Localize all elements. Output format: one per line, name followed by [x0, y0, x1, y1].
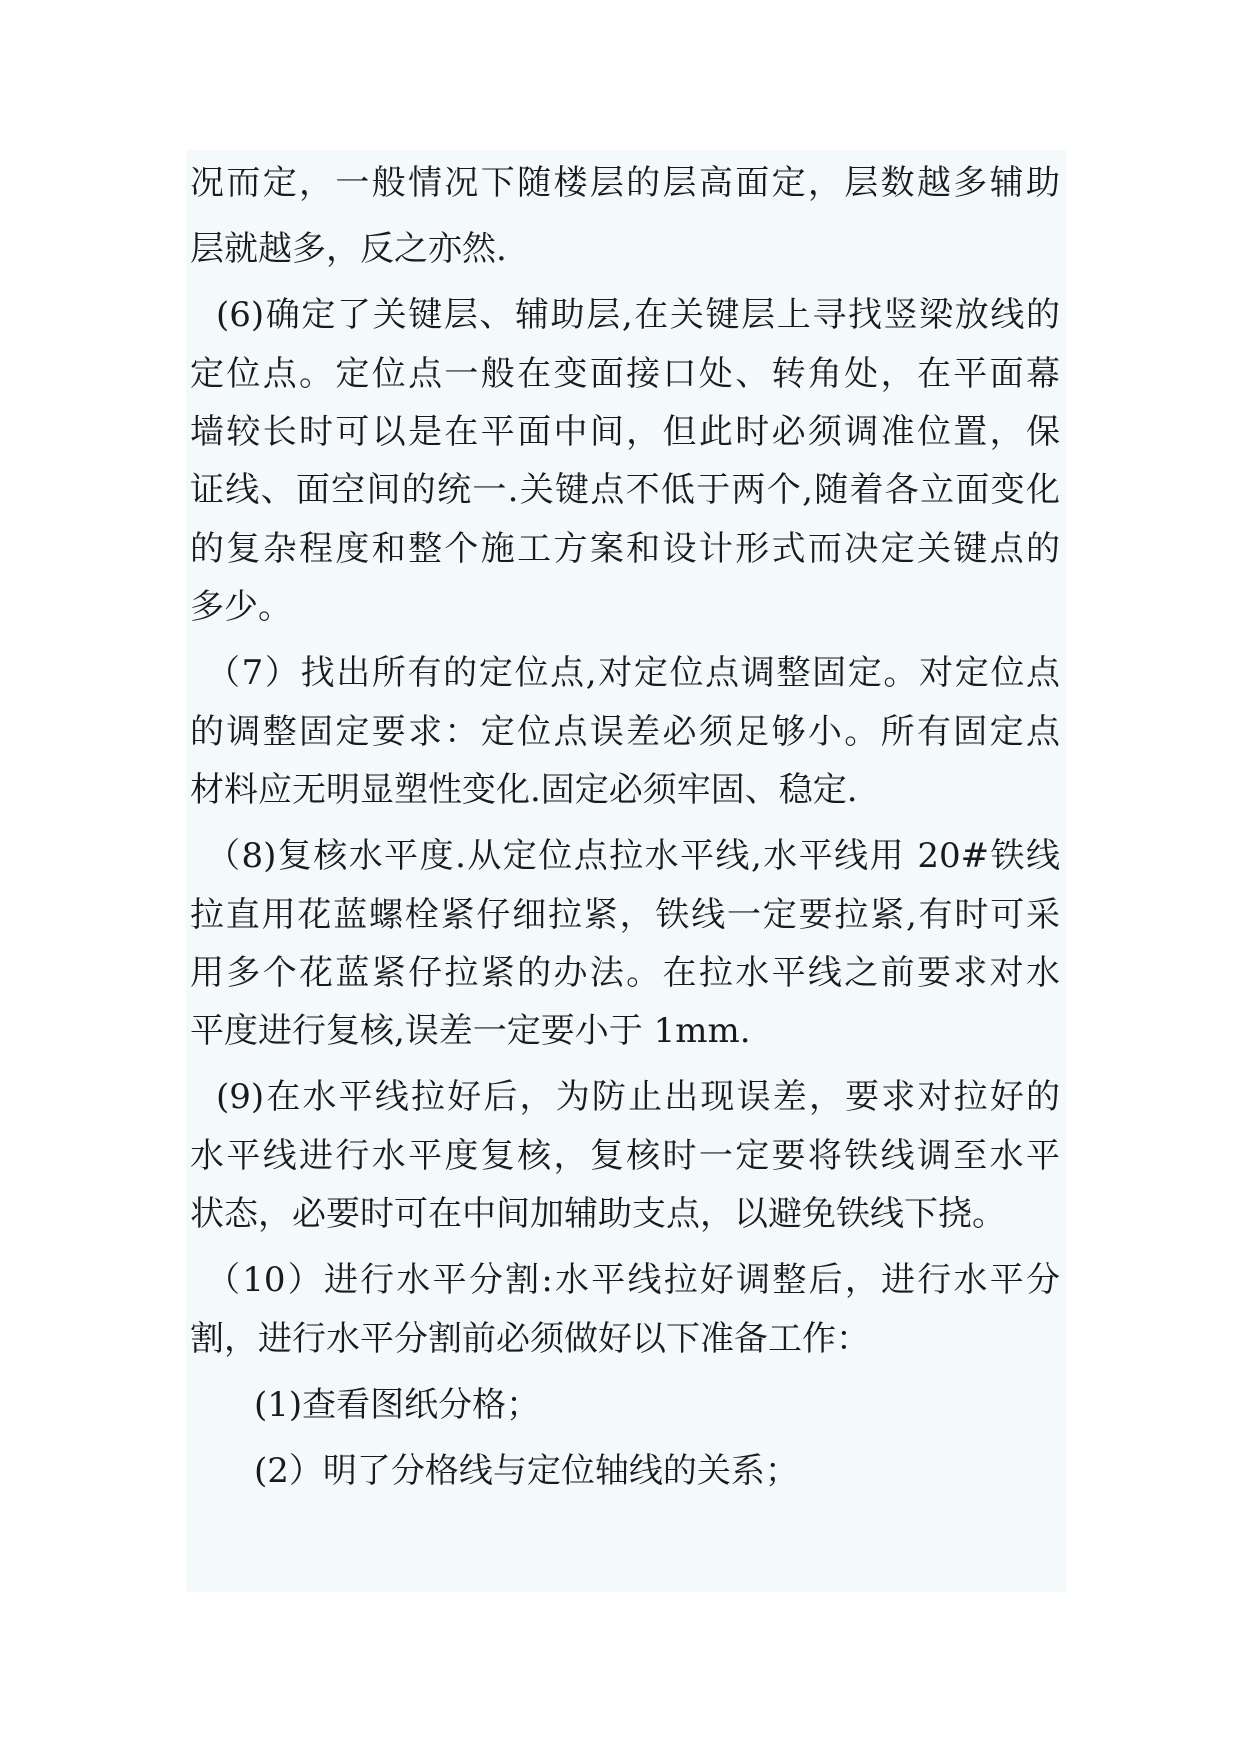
text-line: 拉直用花蓝螺栓紧仔细拉紧，铁线一定要拉紧,有时可采 — [190, 895, 1060, 935]
text-line: (1)查看图纸分格； — [254, 1385, 541, 1425]
text-line: 证线、面空间的统一.关键点不低于两个,随着各立面变化 — [190, 470, 1060, 510]
text-line: 墙较长时可以是在平面中间，但此时必须调准位置，保 — [190, 412, 1060, 452]
text-line: 层就越多，反之亦然. — [190, 229, 507, 269]
text-line: 用多个花蓝紧仔拉紧的办法。在拉水平线之前要求对水 — [190, 953, 1060, 993]
text-line: 多少。 — [190, 587, 292, 627]
text-line: (9)在水平线拉好后，为防止出现误差，要求对拉好的 — [216, 1077, 1060, 1117]
text-line: 的复杂程度和整个施工方案和设计形式而决定关键点的 — [190, 529, 1060, 569]
text-line: 定位点。定位点一般在变面接口处、转角处，在平面幕 — [190, 354, 1060, 394]
text-line: 状态，必要时可在中间加辅助支点，以避免铁线下挠。 — [190, 1194, 1006, 1234]
text-line: 水平线进行水平度复核，复核时一定要将铁线调至水平 — [190, 1136, 1060, 1176]
text-line: (2）明了分格线与定位轴线的关系； — [254, 1451, 799, 1491]
text-line: (6)确定了关键层、辅助层,在关键层上寻找竖梁放线的 — [216, 295, 1060, 335]
text-line: 的调整固定要求：定位点误差必须足够小。所有固定点 — [190, 712, 1060, 752]
text-line: 材料应无明显塑性变化.固定必须牢固、稳定. — [190, 770, 858, 810]
text-line: 况而定，一般情况下随楼层的层高面定，层数越多辅助 — [190, 163, 1060, 203]
body-text — [186, 150, 1066, 1592]
text-line: （8)复核水平度.从定位点拉水平线,水平线用 20#铁线 — [206, 836, 1060, 876]
text-line: （7）找出所有的定位点,对定位点调整固定。对定位点 — [206, 653, 1060, 693]
text-line: 平度进行复核,误差一定要小于 1mm. — [190, 1011, 751, 1051]
text-line: 割，进行水平分割前必须做好以下准备工作： — [190, 1319, 870, 1359]
text-line: （10）进行水平分割:水平线拉好调整后，进行水平分 — [206, 1260, 1060, 1300]
